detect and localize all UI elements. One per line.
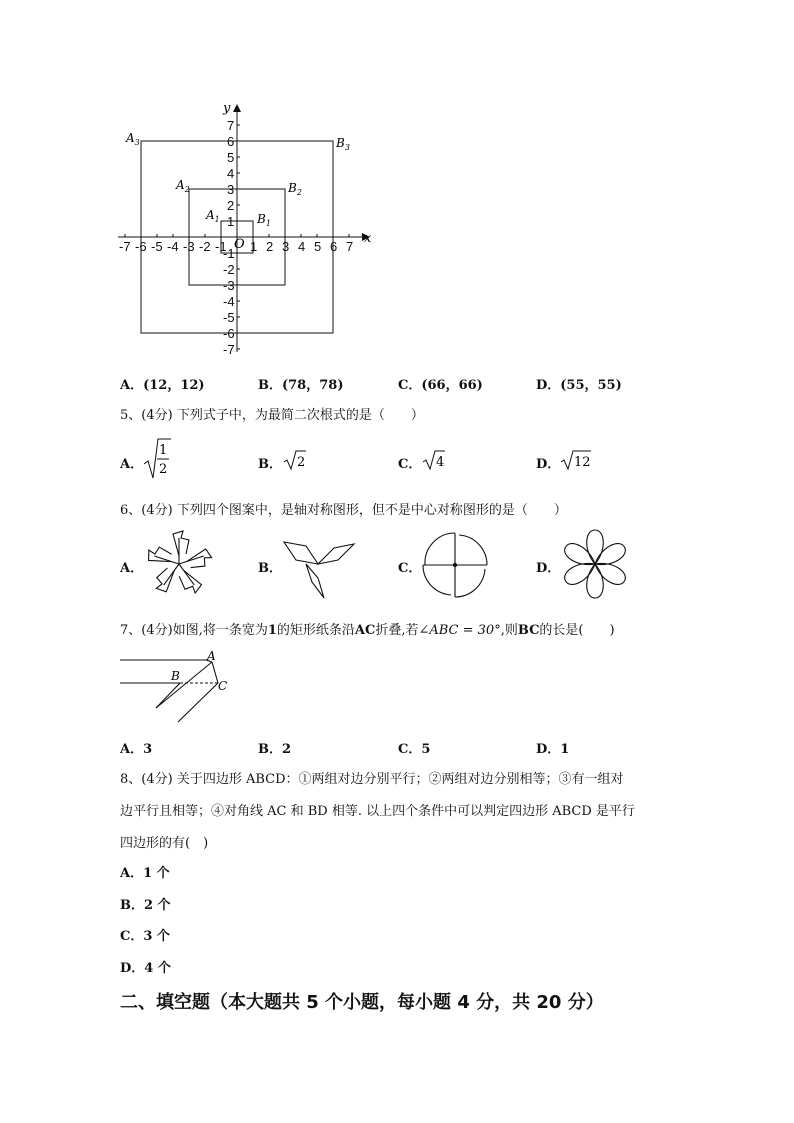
label-b1: $B_1$ [257,212,271,228]
svg-text:C: C [218,679,228,693]
q8-option-a[interactable]: A．1 个 [120,866,170,881]
x-tick-label: 4 [298,239,306,254]
x-tick-label: -3 [183,239,195,254]
sqrt-2 [283,448,307,472]
y-axis-label: y [223,101,231,116]
folded-strip-figure [118,648,238,730]
y-axis-arrow [233,104,241,112]
sqrt-half [142,436,172,482]
y-tick-label: 3 [227,182,235,197]
label-a2: $A_2$ [176,178,190,194]
q6-option-d[interactable]: D． [536,561,561,576]
svg-text:12: 12 [574,455,591,470]
q5-option-c[interactable] [398,453,421,472]
q4-option-d[interactable]: D．(55，55) [536,378,622,393]
x-tick-label: 7 [346,239,354,254]
q6-option-c[interactable]: C． [398,561,422,576]
coordinate-figure [110,100,380,360]
x-tick-label: 3 [282,239,290,254]
q5-stem: 5、(4分) 下列式子中，为最简二次根式的是（ ） [120,408,424,423]
pinwheel-star-figure [142,527,216,601]
y-tick-label: 5 [227,150,235,165]
q8-stem-line-1: 8、(4分) 关于四边形 ABCD：①两组对边分别平行；②两组对边分别相等；③有一组对 [120,772,624,787]
svg-text:4: 4 [436,455,445,470]
q8-stem-line-2: 边平行且相等；④对角线 AC 和 BD 相等. 以上四个条件中可以判定四边形 ABCD 是平行 [120,804,635,819]
y-tick-label: -7 [223,342,235,357]
q6-option-a[interactable]: A． [120,561,144,576]
q5-option-a[interactable] [120,453,143,472]
q5-label-c: C． [398,457,422,472]
q5-label-b: B． [258,457,282,472]
q7-option-a[interactable]: A．3 [120,742,153,757]
q7-stem: 7、(4分)如图,将一条宽为1的矩形纸条沿AC折叠,若∠ABC = 30°,则BC的长是( ) [120,623,615,638]
y-tick-label: 7 [227,118,235,133]
sqrt-4 [422,448,446,472]
y-tick-label: -3 [223,278,235,293]
y-tick-label: -6 [223,326,235,341]
svg-text:2: 2 [159,462,168,477]
x-tick-label: 6 [330,239,338,254]
x-axis-label: x [364,231,372,246]
three-rhombus-figure [278,527,358,601]
svg-text:2: 2 [297,455,306,470]
sqrt-12 [560,448,592,472]
y-tick-label: -4 [223,294,235,309]
q7-option-c[interactable]: C．5 [398,742,431,757]
q4-option-a[interactable]: A．(12，12) [120,378,205,393]
q7-option-d[interactable]: D．1 [536,742,570,757]
x-tick-label: -4 [167,239,179,254]
q8-option-d[interactable]: D．4 个 [120,961,171,976]
x-tick-label: -5 [151,239,163,254]
y-tick-label: 1 [227,214,235,229]
x-tick-label: 5 [314,239,322,254]
svg-text:1: 1 [159,443,168,458]
x-tick-label: -1 [215,239,227,254]
x-tick-label: -6 [135,239,147,254]
y-tick-label: 2 [227,198,235,213]
q4-option-b[interactable]: B．(78，78) [258,378,344,393]
origin-label: O [234,237,245,252]
label-a1: $A_1$ [206,208,220,224]
q5-label-a: A． [120,457,144,472]
y-tick-label: -1 [223,246,235,261]
windmill-figure [420,530,490,600]
q4-option-c[interactable]: C．(66，66) [398,378,483,393]
y-tick-label: 6 [227,134,235,149]
y-tick-label: -2 [223,262,235,277]
x-tick-label: -2 [199,239,211,254]
q8-option-c[interactable]: C．3 个 [120,929,170,944]
y-tick-label: -5 [223,310,235,325]
section-heading: 二、填空题（本大题共 5 个小题，每小题 4 分，共 20 分） [120,992,604,1013]
q5-label-d: D． [536,457,561,472]
q6-option-b[interactable]: B． [258,561,282,576]
label-a3: $A_3$ [126,131,140,147]
x-tick-label: 1 [250,239,258,254]
svg-text:A: A [207,649,216,663]
q5-option-d[interactable] [536,453,560,472]
x-tick-label: -7 [119,239,131,254]
label-b3: $B_3$ [336,136,350,152]
svg-text:B: B [171,669,180,683]
q8-option-b[interactable]: B．2 个 [120,898,171,913]
q7-option-b[interactable]: B．2 [258,742,292,757]
q5-option-b[interactable] [258,453,282,472]
q6-stem: 6、(4分) 下列四个图案中，是轴对称图形，但不是中心对称图形的是（ ） [120,503,567,518]
six-petal-flower-figure [558,527,632,601]
y-tick-label: 4 [227,166,235,181]
q8-stem-line-3: 四边形的有( ) [120,836,209,851]
label-b2: $B_2$ [288,181,302,197]
x-tick-label: 2 [266,239,274,254]
